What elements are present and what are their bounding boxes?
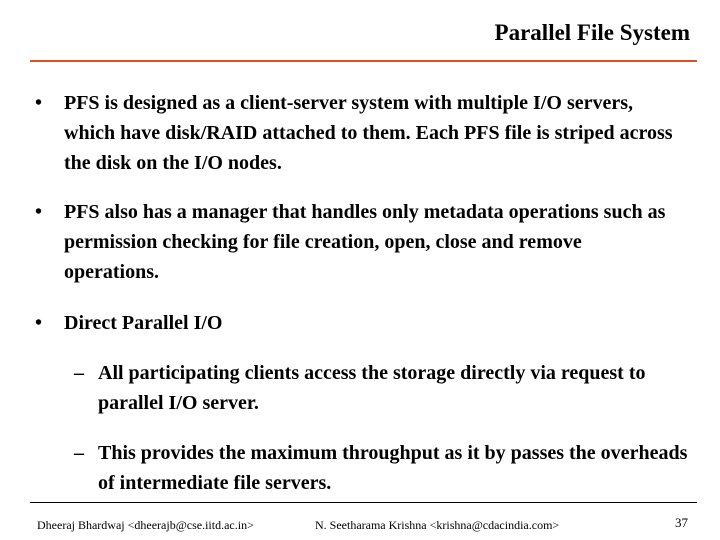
footer-author-middle: N. Seetharama Krishna <krishna@cdacindia.com> (315, 518, 560, 532)
footer-divider (30, 502, 697, 503)
sub-item-2 (74, 438, 694, 498)
bullet-text: PFS is designed as a client-server system with multiple I/O servers, which have disk/RAID attached to them. Each PFS file is striped across the disk on the I/O nodes. (64, 92, 673, 174)
footer-author-left: Dheeraj Bhardwaj <dheerajb@cse.iitd.ac.in> (37, 518, 254, 532)
slide-title: Parallel File System (494, 20, 690, 45)
sub-item-1 (74, 358, 694, 418)
bullet-text: PFS also has a manager that handles only metadata operations such as permission checking for file creation, open, close and remove operations. (64, 201, 666, 283)
bullet-marker: • (35, 92, 43, 114)
sub-marker: – (74, 442, 84, 464)
bullet-item-2 (35, 197, 675, 287)
bullet-item-1 (35, 88, 675, 178)
page-number: 37 (675, 515, 688, 530)
title-underline (30, 60, 697, 62)
sub-text: This provides the maximum throughput as it by passes the overheads of intermediate file servers. (98, 442, 688, 494)
bullet-marker: • (35, 312, 43, 334)
sub-text: All participating clients access the storage directly via request to parallel I/O server. (98, 362, 646, 414)
bullet-marker: • (35, 201, 43, 223)
bullet-item-3 (35, 308, 675, 338)
bullet-text: Direct Parallel I/O (64, 312, 223, 334)
sub-marker: – (74, 362, 84, 384)
